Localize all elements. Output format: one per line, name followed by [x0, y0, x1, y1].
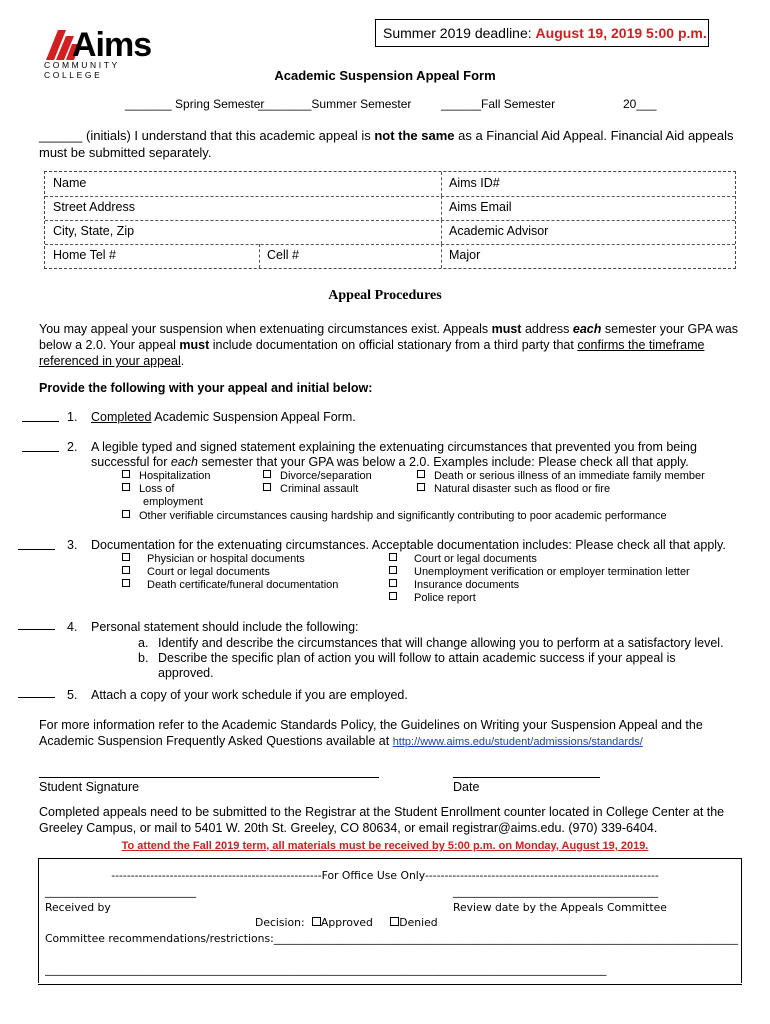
checkbox-physician[interactable] [122, 553, 305, 566]
checkbox-icon [389, 592, 397, 600]
decision-row [255, 916, 438, 929]
intro-each: each [572, 322, 602, 336]
initial-blank-2[interactable] [22, 451, 59, 452]
item-4a-text: Identify and describe the circumstances that will change allowing you to perform at a satisfactory level. [158, 636, 724, 650]
item-3-text: Documentation for the extenuating circumstances. Acceptable documentation includes: Please check all that apply. [91, 538, 726, 552]
table-row [45, 220, 735, 245]
procedures-heading: Appeal Procedures [328, 288, 442, 303]
item-4-text: Personal statement should include the following: [91, 620, 359, 634]
initials-text-pre: (initials) I understand that this academic appeal is [82, 128, 375, 143]
initial-blank-5[interactable] [18, 697, 55, 698]
checkbox-icon [122, 553, 130, 561]
checkbox-label: Other verifiable circumstances causing hardship and significantly contributing to poor academic performance [139, 510, 667, 522]
checkbox-other[interactable] [122, 510, 667, 523]
table-row [45, 172, 735, 197]
intro-text: . [180, 354, 185, 368]
fall-semester-option[interactable]: ______Fall Semester [441, 97, 556, 111]
aims-id-field[interactable]: Aims ID# [449, 176, 500, 190]
item-4b-label: b. [138, 651, 149, 665]
initials-text-post: as a Financial Aid Appeal. Financial Aid appeals must be submitted separately. [39, 128, 734, 160]
intro-text: semester your GPA was below a 2.0. Your appeal [39, 322, 739, 352]
denied-checkbox[interactable] [376, 916, 437, 929]
checkbox-unemployment[interactable] [389, 566, 690, 579]
checkbox-loss-employment[interactable] [122, 483, 174, 496]
checkbox-icon [389, 553, 397, 561]
checkbox-death-illness[interactable] [417, 470, 705, 483]
checkbox-label: Physician or hospital documents [147, 553, 305, 565]
item-2-line2: successful for [91, 455, 171, 469]
item-number: 2. [67, 440, 78, 454]
checkbox-icon [122, 483, 130, 491]
checkbox-icon [122, 566, 130, 574]
academic-advisor-field[interactable]: Academic Advisor [449, 224, 549, 238]
checkbox-natural-disaster[interactable] [417, 483, 610, 496]
initial-blank-3[interactable] [18, 549, 55, 550]
item-2-text [91, 440, 697, 470]
bottom-rule [38, 984, 742, 985]
checkbox-court-right[interactable] [389, 553, 537, 566]
student-signature-line[interactable] [39, 777, 379, 778]
committee-line-2[interactable]: ________________________________________________________________________________________________________ [45, 963, 607, 976]
checkbox-icon [122, 510, 130, 518]
street-address-field[interactable]: Street Address [53, 200, 135, 214]
review-date-line[interactable]: ______________________________________ [453, 885, 659, 898]
year-field[interactable]: 20___ [623, 97, 657, 111]
standards-link[interactable]: http://www.aims.edu/student/admissions/standards/ [392, 736, 643, 748]
more-info-paragraph [39, 717, 739, 750]
table-row [45, 244, 735, 268]
home-tel-field[interactable]: Home Tel # [53, 248, 116, 262]
checkbox-insurance[interactable] [389, 579, 519, 592]
checkbox-icon [389, 566, 397, 574]
checkbox-label: Divorce/separation [280, 470, 372, 482]
approved-checkbox[interactable] [308, 916, 373, 929]
committee-label: Committee recommendations/restrictions: [45, 932, 274, 945]
initials-blank[interactable]: ______ [39, 128, 83, 143]
initials-acknowledgement [39, 127, 739, 161]
fall-deadline-notice: To attend the Fall 2019 term, all materials must be received by 5:00 p.m. on Monday, August 19, 2019. [121, 840, 649, 852]
checkbox-divorce[interactable] [263, 470, 372, 483]
summer-semester-option[interactable]: ________Summer Semester [258, 97, 412, 111]
initials-emphasis: not the same [374, 128, 455, 143]
checkbox-icon [390, 917, 399, 926]
intro-must: must [179, 338, 210, 352]
checkbox-label: Court or legal documents [147, 566, 270, 578]
intro-paragraph [39, 321, 739, 369]
item-1-rest: Academic Suspension Appeal Form. [151, 410, 356, 424]
checkbox-label: Natural disaster such as flood or fire [434, 483, 611, 495]
checkbox-court-left[interactable] [122, 566, 270, 579]
intro-text: include documentation on official stationary from a third party that [209, 338, 578, 352]
item-number: 5. [67, 688, 78, 702]
form-title: Academic Suspension Appeal Form [274, 68, 496, 83]
received-by-label: Received by [45, 901, 111, 914]
office-use-header: ------------------------------------------------------For Office Use Only------------------------------------------------------------ [111, 869, 659, 882]
checkbox-label: Loss of [139, 483, 175, 495]
intro-text: You may appeal your suspension when extenuating circumstances exist. Appeals [39, 322, 492, 336]
checkbox-label: Death or serious illness of an immediate family member [434, 470, 705, 482]
logo-subtitle: COMMUNITY COLLEGE [44, 60, 120, 80]
deadline-box [375, 19, 709, 47]
approved-label: Approved [321, 916, 373, 929]
provide-instruction: Provide the following with your appeal and initial below: [39, 381, 373, 395]
item-number: 3. [67, 538, 78, 552]
committee-line[interactable]: ______________________________________________________________________________________ [273, 932, 738, 945]
checkbox-icon [417, 483, 425, 491]
item-1-underlined: Completed [91, 410, 152, 424]
checkbox-icon [122, 470, 130, 478]
checkbox-icon [312, 917, 321, 926]
intro-text: address [521, 322, 573, 336]
cell-field[interactable]: Cell # [267, 248, 299, 262]
intro-underlined: confirms the timeframe referenced in your appeal [39, 338, 705, 368]
item-4b-text: Describe the specific plan of action you will follow to attain academic success if your appeal is approved. [158, 651, 676, 680]
intro-must: must [491, 322, 522, 336]
item-1-text [91, 410, 356, 425]
item-2-each: each [170, 455, 198, 469]
checkbox-icon [263, 470, 271, 478]
item-5-text: Attach a copy of your work schedule if you are employed. [91, 688, 408, 702]
spring-semester-option[interactable]: _______ Spring Semester [125, 97, 265, 111]
checkbox-label: Death certificate/funeral documentation [147, 579, 339, 591]
student-signature-label: Student Signature [39, 780, 140, 794]
item-number: 1. [67, 410, 78, 424]
checkbox-label: Hospitalization [139, 470, 211, 482]
checkbox-icon [417, 470, 425, 478]
aims-email-field[interactable]: Aims Email [449, 200, 512, 214]
checkbox-police[interactable] [389, 592, 476, 605]
submission-instructions: Completed appeals need to be submitted to the Registrar at the Student Enrollment counter located in College Center at the Greeley Campus, or mail to 5401 W. 20th St. Greeley, CO 80634, or email registrar@aims.edu. (970) 339-6404. [39, 805, 725, 835]
name-field[interactable]: Name [53, 176, 87, 190]
deadline-value: August 19, 2019 5:00 p.m. [535, 25, 707, 41]
initial-blank-1[interactable] [22, 421, 59, 422]
decision-label: Decision: [255, 916, 305, 929]
item-2-line1: A legible typed and signed statement explaining the extenuating circumstances that prevented you from being [91, 440, 697, 454]
checkbox-icon [122, 579, 130, 587]
table-row [45, 196, 735, 221]
city-state-zip-field[interactable]: City, State, Zip [53, 224, 135, 238]
checkbox-icon [389, 579, 397, 587]
major-field[interactable]: Major [449, 248, 481, 262]
checkbox-icon [263, 483, 271, 491]
review-date-label: Review date by the Appeals Committee [453, 901, 667, 914]
checkbox-death-certificate[interactable] [122, 579, 338, 592]
more-info-text: For more information refer to the Academic Standards Policy, the Guidelines on Writing your Suspension Appeal and the Academic Suspension Frequently Asked Questions available at [39, 718, 703, 748]
date-line[interactable] [453, 777, 600, 778]
committee-row [45, 932, 738, 945]
checkbox-criminal[interactable] [263, 483, 358, 496]
denied-label: Denied [399, 916, 438, 929]
checkbox-label: Police report [414, 592, 476, 604]
deadline-label: Summer 2019 deadline: [383, 25, 532, 41]
received-by-line[interactable]: ____________________________ [45, 885, 197, 898]
date-label: Date [453, 780, 480, 794]
checkbox-label: Unemployment verification or employer termination letter [414, 566, 690, 578]
checkbox-hospitalization[interactable] [122, 470, 211, 483]
student-info-table [44, 171, 736, 269]
checkbox-label-cont: employment [143, 496, 203, 508]
aims-logo [44, 26, 174, 80]
checkbox-label: Insurance documents [414, 579, 520, 591]
checkbox-label: Criminal assault [280, 483, 359, 495]
logo-wordmark: Aims [72, 26, 152, 64]
item-4a-label: a. [138, 636, 149, 650]
checkbox-label: Court or legal documents [414, 553, 537, 565]
initial-blank-4[interactable] [18, 629, 55, 630]
item-number: 4. [67, 620, 78, 634]
item-2-line2: semester that your GPA was below a 2.0. Examples include: Please check all that apply. [198, 455, 689, 469]
